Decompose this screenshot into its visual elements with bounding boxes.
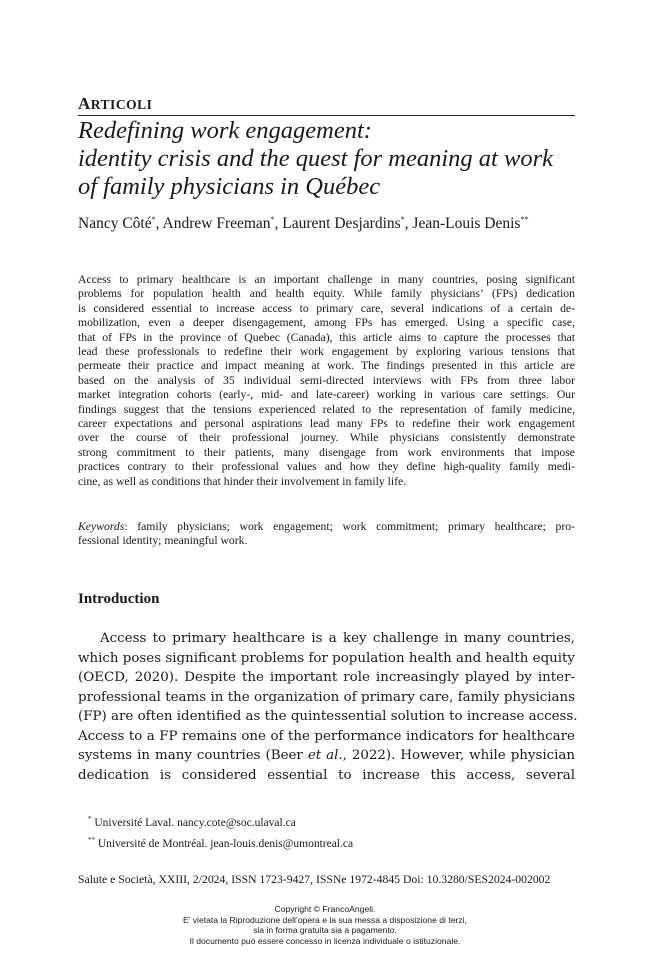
author-mark: ** [520,215,529,224]
article-title [78,117,588,201]
body-line: (OECD, 2020). Despite the important role increasingly played by inter- [78,670,575,685]
title-line: identity crisis and the quest for meaning at work [78,145,553,172]
footnotes [88,811,353,853]
keywords-line: fessional identity; meaningful work. [78,534,248,548]
title-line: of family physicians in Québec [78,173,381,200]
author-mark: * [151,215,156,224]
footnote-text: Université de Montréal. jean-louis.denis@umontreal.ca [97,838,354,850]
introduction-body [78,629,578,785]
section-heading-introduction: Introduction [78,591,160,607]
abstract-line: Access to primary healthcare is an important challenge in many countries, posing significant [78,273,575,286]
copyright-line: sia in forma gratuita sia a pagamento. [253,925,397,936]
body-italic: et al. [307,748,343,763]
keywords [78,520,575,549]
body-line: which poses significant problems for population health and health equity [78,650,575,666]
abstract-line: based on the analysis of 35 individual semi-directed interviews with FPs from three labor [78,373,575,387]
body-text: systems in many countries (Beer [78,748,308,763]
author-list: Nancy Côté*, Andrew Freeman*, Laurent Desjardins*, Jean-Louis Denis** [78,215,529,232]
section-label-rest: RTICOLI [90,97,153,112]
abstract-line: market integration cohorts (early-, mid- and late-career) working in various care settings. Our [78,388,575,402]
author-name: Nancy Côté [78,215,152,232]
keywords-text: : family physicians; work engagement; work commitment; primary healthcare; pro- [124,520,575,533]
abstract-line: is considered essential to increase access to primary care, several indications of a certain de- [78,301,575,315]
abstract-line: mobilization, even a deeper disengagement, among FPs has emerged. Using a specific case, [78,316,575,330]
abstract-line: findings suggest that the tensions experienced related to the representation of family medicine, [78,402,575,416]
keywords-label: Keywords [78,520,125,533]
abstract-line: career expectations and personal aspirations lead many FPs to redefine their work engagement [78,417,575,431]
abstract-line: cine, as well as conditions that hinder their involvement in family life. [78,474,407,488]
author-name: Laurent Desjardins [282,215,401,232]
abstract-line: that of FPs in the province of Quebec (Canada), this article aims to capture the processes that [78,330,575,344]
section-label [78,94,152,114]
body-line: (FP) are often identified as the quintessential solution to increase access. [78,709,578,724]
author-name: Andrew Freeman [162,215,271,232]
abstract-line: lead these professionals to redefine their work engagement by exploring various tensions that [78,345,575,359]
footnote [88,811,353,832]
title-line: Redefining work engagement: [78,117,372,144]
abstract-line: practices contrary to their professional values and how they define high-quality family medi- [78,460,575,474]
body-line: Access to a FP remains one of the performance indicators for healthcare [78,728,575,744]
footnote [88,832,353,853]
copyright-line: Copyright © FrancoAngeli. [274,904,376,914]
abstract-line: over the course of their professional journey. While physicians consistently demonstrate [78,431,575,445]
body-line: dedication is considered essential to increase this access, several [78,767,575,783]
author-mark: * [400,215,405,224]
abstract-line: permeate their practice and impact meaning at work. The findings presented in this article are [78,359,575,373]
journal-info: Salute e Società, XXIII, 2/2024, ISSN 1723-9427, ISSNe 1972-4845 Doi: 10.3280/SES2024-002002 [78,873,551,886]
body-line: Access to primary healthcare is a key challenge in many countries, [100,631,575,646]
copyright-line: Il documento può essere concesso in licenza individuale o istituzionale. [189,935,461,946]
body-text: , 2022). However, while physician [342,748,576,763]
abstract [78,273,575,489]
keywords-line [78,520,575,534]
footnote-mark: ** [88,836,95,844]
footnote-text: Université Laval. nancy.cote@soc.ulaval.ca [94,817,296,829]
body-line: professional teams in the organization of primary care, family physicians [78,689,575,705]
copyright-notice [0,904,650,946]
body-line [78,746,575,766]
copyright-line: E’ vietata la Riproduzione dell’opera e la sua messa a disposizione di terzi, [183,914,467,925]
abstract-line: strong commitment to their patients, many disengage from work environments that impose [78,445,575,459]
footnote-mark: * [88,815,92,823]
section-label-initial: A [78,94,91,113]
section-rule [78,115,575,116]
abstract-line: problems for population health and health equity. While family physicians’ (FPs) dedication [78,287,575,301]
author-name: Jean-Louis Denis [412,215,521,232]
author-mark: * [270,215,275,224]
